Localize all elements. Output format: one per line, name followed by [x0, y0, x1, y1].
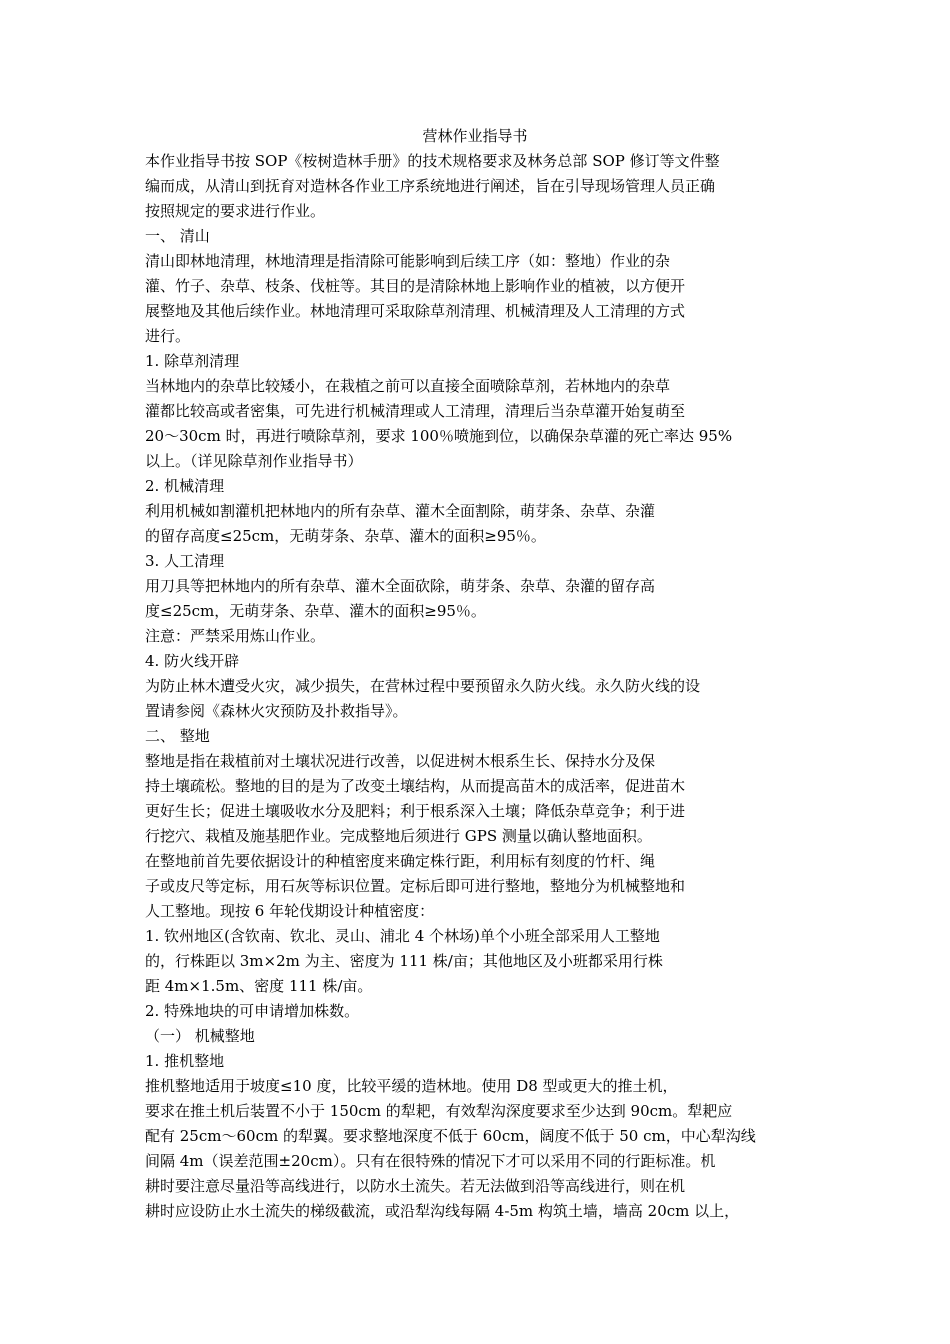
body-text-line: 距 4m×1.5m、密度 111 株/亩。 — [145, 977, 373, 995]
body-text-line: 配有 25cm～60cm 的犁翼。要求整地深度不低于 60cm，阔度不低于 50 cm，中心犁沟线 — [145, 1127, 756, 1145]
body-text-line: 利用机械如割灌机把林地内的所有杂草、灌木全面割除，萌芽条、杂草、杂灌 — [145, 502, 656, 520]
body-text-line: 1. 推机整地 — [145, 1052, 225, 1070]
body-text-line: 灌、竹子、杂草、枝条、伐桩等。其目的是清除林地上影响作业的植被，以方便开 — [145, 277, 686, 295]
body-text-line: 子或皮尺等定标，用石灰等标识位置。定标后即可进行整地，整地分为机械整地和 — [145, 877, 686, 895]
body-text-line: 清山即林地清理，林地清理是指清除可能影响到后续工序（如：整地）作业的杂 — [145, 252, 671, 270]
body-text-line: 耕时要注意尽量沿等高线进行，以防水土流失。若无法做到沿等高线进行，则在机 — [145, 1177, 686, 1195]
body-text-line: 20～30cm 时，再进行喷除草剂，要求 100％喷施到位，以确保杂草灌的死亡率达 95% — [145, 427, 733, 445]
body-text-line: 持土壤疏松。整地的目的是为了改变土壤结构，从而提高苗木的成活率，促进苗木 — [145, 777, 686, 795]
body-text-line: 编而成，从清山到抚育对造林各作业工序系统地进行阐述，旨在引导现场管理人员正确 — [145, 177, 716, 195]
body-text-line: 人工整地。现按 6 年轮伐期设计种植密度： — [145, 902, 435, 920]
body-text-line: 推机整地适用于坡度≤10 度，比较平缓的造林地。使用 D8 型或更大的推土机， — [145, 1077, 678, 1095]
body-text-line: 4. 防火线开辟 — [145, 652, 240, 670]
body-text-line: 要求在推土机后装置不小于 150cm 的犁耙，有效犁沟深度要求至少达到 90cm。犁耙应 — [145, 1102, 733, 1120]
document-title: 营林作业指导书 — [422, 127, 528, 145]
body-text-line: 以上。（详见除草剂作业指导书） — [145, 452, 363, 470]
body-text-line: 3. 人工清理 — [145, 552, 225, 570]
body-text-line: 用刀具等把林地内的所有杂草、灌木全面砍除，萌芽条、杂草、杂灌的留存高 — [145, 577, 656, 595]
body-text-line: 整地是指在栽植前对土壤状况进行改善，以促进树木根系生长、保持水分及保 — [145, 752, 656, 770]
body-text-line: 注意：严禁采用炼山作业。 — [145, 627, 326, 645]
body-text-line: 间隔 4m（误差范围±20cm）。只有在很特殊的情况下才可以采用不同的行距标准。机 — [145, 1152, 716, 1170]
body-text-line: 的，行株距以 3m×2m 为主、密度为 111 株/亩；其他地区及小班都采用行株 — [145, 952, 663, 970]
body-text-line: 1. 除草剂清理 — [145, 352, 240, 370]
body-text-line: 灌都比较高或者密集，可先进行机械清理或人工清理，清理后当杂草灌开始复萌至 — [145, 402, 686, 420]
body-text-line: 置请参阅《森林火灾预防及扑救指导》。 — [145, 702, 408, 720]
body-text-line: 在整地前首先要依据设计的种植密度来确定株行距，利用标有刻度的竹杆、绳 — [145, 852, 656, 870]
body-text-line: 一、 清山 — [145, 227, 210, 245]
body-text-line: 当林地内的杂草比较矮小，在栽植之前可以直接全面喷除草剂，若林地内的杂草 — [145, 377, 671, 395]
body-text-line: 的留存高度≤25cm，无萌芽条、杂草、灌木的面积≥95％。 — [145, 527, 546, 545]
body-text-line: （一） 机械整地 — [145, 1027, 255, 1045]
body-text-line: 二、 整地 — [145, 727, 210, 745]
body-text-line: 进行。 — [145, 327, 191, 345]
body-text-line: 行挖穴、栽植及施基肥作业。完成整地后须进行 GPS 测量以确认整地面积。 — [145, 827, 652, 845]
body-text-line: 为防止林木遭受火灾，减少损失，在营林过程中要预留永久防火线。永久防火线的设 — [145, 677, 701, 695]
body-text-line: 2. 机械清理 — [145, 477, 225, 495]
body-text-line: 本作业指导书按 SOP《桉树造林手册》的技术规格要求及林务总部 SOP 修订等文件整 — [145, 152, 720, 170]
document-body — [145, 149, 805, 1224]
body-text-line: 展整地及其他后续作业。林地清理可采取除草剂清理、机械清理及人工清理的方式 — [145, 302, 686, 320]
body-text-line: 2. 特殊地块的可申请增加株数。 — [145, 1002, 360, 1020]
body-text-line: 更好生长；促进土壤吸收水分及肥料；利于根系深入土壤；降低杂草竞争；利于进 — [145, 802, 686, 820]
body-text-line: 耕时应设防止水土流失的梯级截流，或沿犁沟线每隔 4-5m 构筑土墙，墙高 20cm 以上， — [145, 1202, 740, 1220]
body-text-line: 1. 钦州地区(含钦南、钦北、灵山、浦北 4 个林场)单个小班全部采用人工整地 — [145, 927, 660, 945]
body-text-line: 度≤25cm，无萌芽条、杂草、灌木的面积≥95％。 — [145, 602, 486, 620]
body-text-line: 按照规定的要求进行作业。 — [145, 202, 326, 220]
